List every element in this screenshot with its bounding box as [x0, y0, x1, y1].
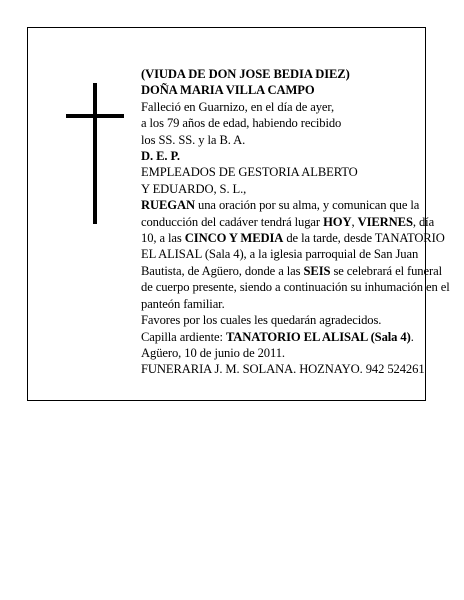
- dep-line: D. E. P.: [141, 149, 180, 164]
- deceased-name: DOÑA MARIA VILLA CAMPO: [141, 83, 315, 98]
- widow-line: (VIUDA DE DON JOSE BEDIA DIEZ): [141, 67, 350, 81]
- obituary-text: [141, 66, 451, 378]
- cross-icon-bar: [66, 114, 124, 118]
- death-line: a los 79 años de edad, habiendo recibido: [141, 116, 342, 131]
- thanks-line: Favores por los cuales les quedarán agradecidos.: [141, 313, 382, 328]
- chapel-line: Capilla ardiente: TANATORIO EL ALISAL (Sala 4).: [141, 329, 414, 344]
- date-line: Agüero, 10 de junio de 2011.: [141, 345, 285, 360]
- family-line: Y EDUARDO, S. L.,: [141, 181, 247, 196]
- family-line: EMPLEADOS DE GESTORIA ALBERTO: [141, 165, 358, 180]
- death-line: Falleció en Guarnizo, en el día de ayer,: [141, 99, 335, 114]
- funeral-home-line: FUNERARIA J. M. SOLANA. HOZNAYO. 942 524261: [141, 362, 425, 377]
- death-line: los SS. SS. y la B. A.: [141, 132, 246, 147]
- cross-icon: [93, 83, 97, 224]
- obituary-notice: [27, 27, 450, 401]
- request-paragraph: RUEGAN una oración por su alma, y comunican que la conducción del cadáver tendrá lugar HOY, VIERNES, día 10, a las CINCO Y MEDIA de la tarde, desde TANATORIO EL ALISAL (Sala 4), a la iglesia parroquial de San Juan Bautista, de Agüero, donde a las SEIS se celebrará el funeral de cuerpo presente, siendo a continuación su inhumación en el panteón familiar.: [141, 198, 450, 311]
